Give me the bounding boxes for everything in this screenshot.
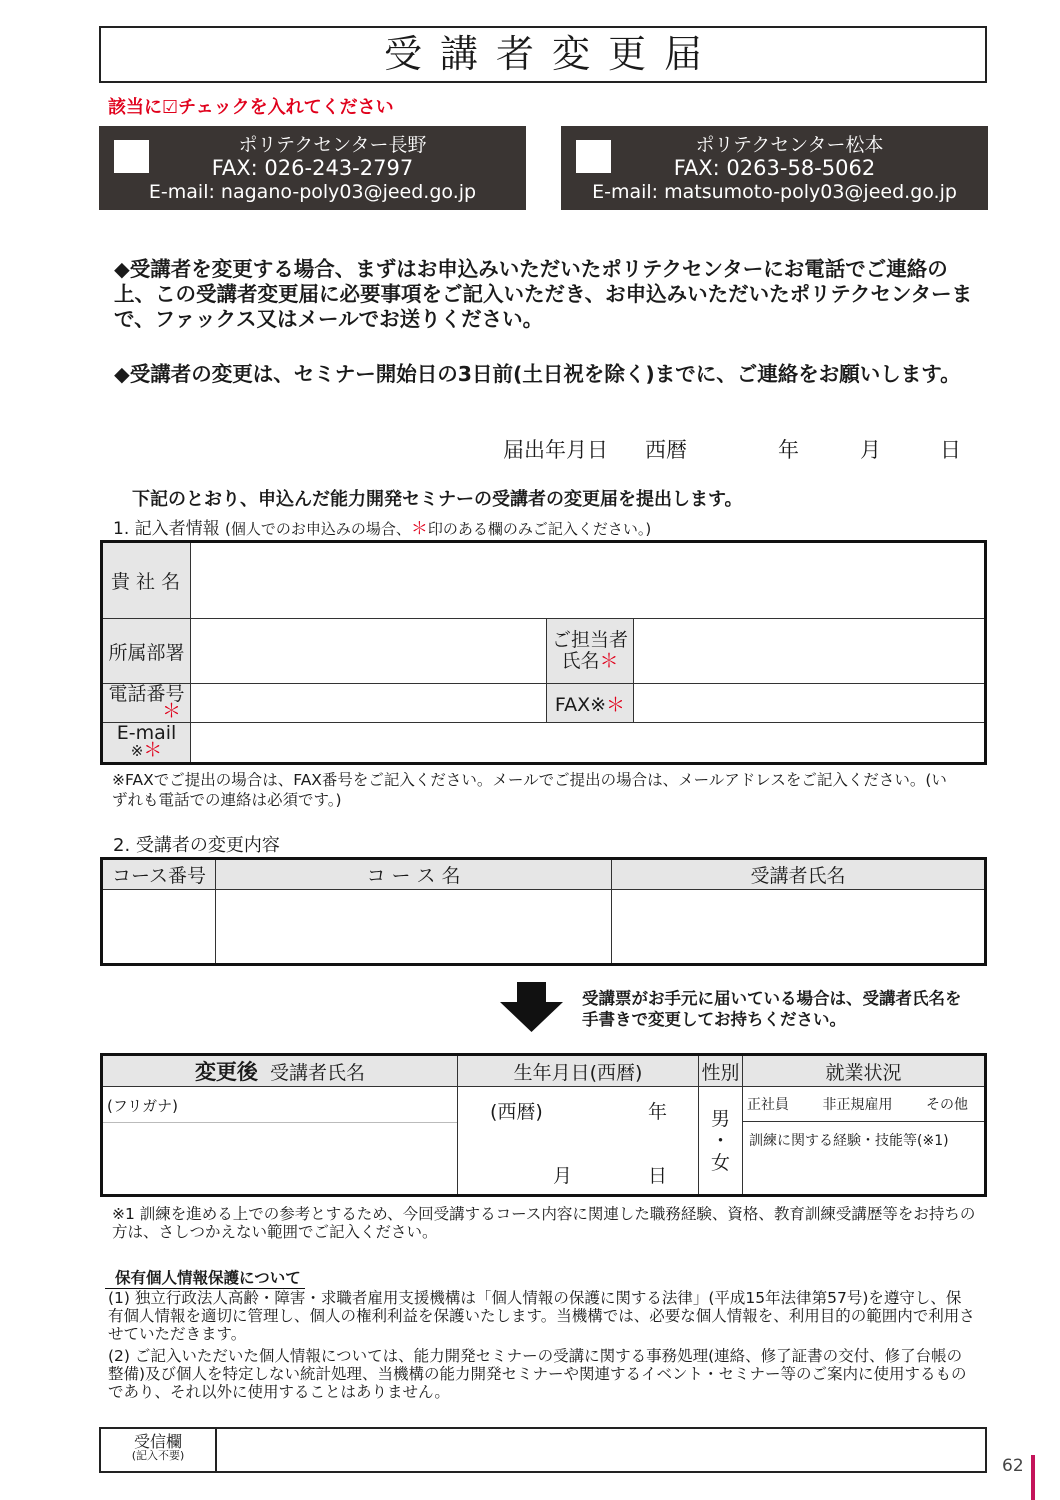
date-era: 西暦 [645, 438, 687, 462]
col-name: 受講者氏名 [270, 1062, 366, 1084]
instruction-1: ◆受講者を変更する場合、まずはお申込みいただいたポリテクセンターにお電話でご連絡の上、この受講者変更届に必要事項をご記入いただき、お申込みいただいたポリテクセンターまで、ファックス又はメールでお送りください。 [114, 257, 973, 331]
privacy-item-1: (1) 独立行政法人高齢・障害・求職者雇用支援機構は「個人情報の保護に関する法律」(平成15年法律第57号)を遵守し、保有個人情報を適切に管理し、個人の権利利益を保護いたします。当機構では、必要な個人情報を、利用目的の範囲内で利用させていただきます。 [108, 1289, 975, 1343]
col-employment: 就業状況 [743, 1055, 986, 1087]
date-label: 届出年月日 [503, 438, 608, 462]
new-trainee-table [100, 1053, 987, 1197]
star: ＊ [410, 519, 428, 539]
center-nagano [99, 126, 526, 210]
experience-label: 訓練に関する経験・技能等(※1) [749, 1133, 949, 1149]
s1-sub: (個人でのお申込みの場合、 [225, 520, 411, 538]
center-email: E-mail: nagano-poly03@jeed.go.jp [148, 181, 477, 203]
receipt-label: 受信欄 [133, 1432, 182, 1451]
s1-sub: 印のある欄のみご記入ください。) [427, 520, 652, 538]
course-table [100, 857, 987, 966]
col-course-name: コ ー ス 名 [216, 859, 612, 890]
receipt-sub: (記入不要) [131, 1449, 185, 1462]
emp-nonregular[interactable]: 非正規雇用 [822, 1097, 893, 1113]
instruction-2: ◆受講者の変更は、セミナー開始日の3日前(土日祝を除く)までに、ご連絡をお願いします。 [114, 362, 961, 386]
applicant-table [100, 540, 987, 765]
section2-heading: 2. 受講者の変更内容 [113, 835, 280, 856]
col-course-no: コース番号 [102, 859, 216, 890]
section1-heading [113, 514, 651, 539]
gender-field[interactable]: 男 ・ 女 [699, 1087, 743, 1196]
company-label: 貴 社 名 [102, 542, 191, 619]
furigana-label: (フリガナ) [103, 1087, 457, 1123]
col-gender: 性別 [699, 1055, 743, 1087]
fax-label: FAX※＊ [547, 684, 634, 723]
person-field[interactable] [634, 619, 986, 684]
birthdate-field[interactable]: (西暦) 年 月 日 [458, 1087, 699, 1196]
intro: 下記のとおり、申込んだ能力開発セミナーの受講者の変更届を提出します。 [132, 489, 743, 510]
col-birthdate: 生年月日(西暦) [458, 1055, 699, 1087]
company-field[interactable] [191, 542, 986, 619]
arrow-down-icon [500, 982, 563, 1032]
course-name-field[interactable] [216, 890, 612, 965]
name-field[interactable] [102, 1087, 458, 1196]
check-note: 該当に☑チェックを入れてください [108, 97, 394, 118]
dept-label: 所属部署 [102, 619, 191, 684]
emp-regular[interactable]: 正社員 [747, 1097, 789, 1113]
arrow-note: 受講票がお手元に届いている場合は、受講者氏名を手書きで変更してお持ちください。 [582, 989, 962, 1029]
s1-title: 1. 記入者情報 [113, 519, 220, 539]
privacy-item-2: (2) ご記入いただいた個人情報については、能力開発セミナーの受講に関する事務処理(連絡、修了証書の交付、修了台帳の整備)及び個人を特定しない統計処理、当機構の能力開発セミナーや関連するイベント・セミナー等のご案内に使用するものであり、それ以外に使用することはありません。 [108, 1347, 967, 1401]
emp-other[interactable]: その他 [926, 1097, 968, 1113]
page-marker [1031, 1455, 1035, 1500]
col-trainee: 受講者氏名 [612, 859, 986, 890]
footnote-1: ※1 訓練を進める上での参考とするため、今回受講するコース内容に関連した職務経験、資格、教育訓練受講歴等をお持ちの方は、さしつかえない範囲でご記入ください。 [112, 1205, 976, 1241]
center-fax: FAX: 0263-58-5062 [673, 156, 876, 180]
center-fax: FAX: 026-243-2797 [211, 156, 414, 180]
date-month: 月 [860, 438, 881, 462]
email-label: E-mail ※＊ [102, 723, 191, 764]
center-matsumoto [561, 126, 988, 210]
employment-field[interactable] [743, 1087, 986, 1196]
receipt-box [99, 1427, 987, 1473]
phone-field[interactable] [191, 684, 547, 723]
center-email: E-mail: matsumoto-poly03@jeed.go.jp [592, 181, 957, 203]
date-year: 年 [778, 438, 799, 462]
after-label: 変更後 [194, 1060, 258, 1084]
phone-label: 電話番号 ＊ [102, 684, 191, 723]
center-name: ポリテクセンター長野 [238, 134, 427, 156]
date-day: 日 [940, 438, 961, 462]
contact-note: ※FAXでご提出の場合は、FAX番号をご記入ください。メールでご提出の場合は、メールアドレスをご記入ください。(いずれも電話での連絡は必須です。) [112, 771, 947, 809]
trainee-field[interactable] [612, 890, 986, 965]
center-name: ポリテクセンター松本 [695, 134, 884, 156]
page-number: 62 [1002, 1456, 1024, 1476]
course-no-field[interactable] [102, 890, 216, 965]
fax-field[interactable] [634, 684, 986, 723]
page-title: 受講者変更届 [99, 26, 987, 83]
person-label: ご担当者 氏名＊ [547, 619, 634, 684]
dept-field[interactable] [191, 619, 547, 684]
email-field[interactable] [191, 723, 986, 764]
privacy-heading: 保有個人情報保護について [105, 1266, 305, 1289]
